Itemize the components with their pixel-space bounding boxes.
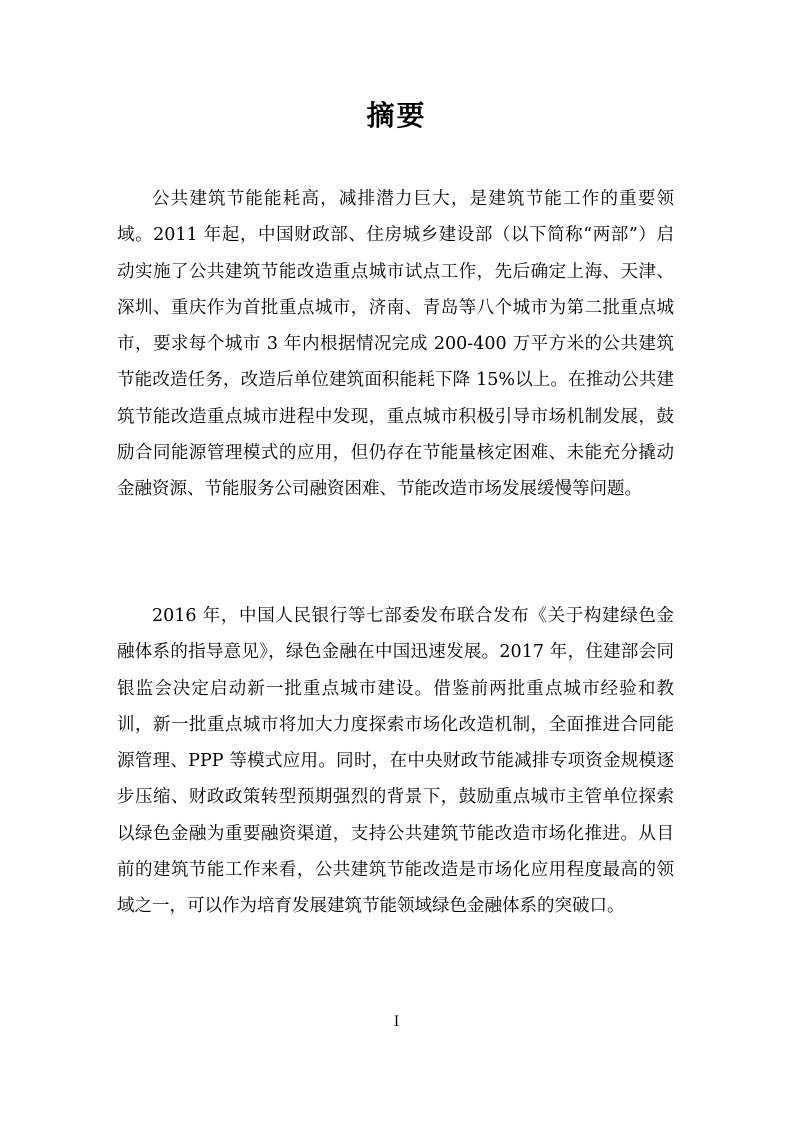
abstract-paragraph-1: 公共建筑节能能耗高，减排潜力巨大，是建筑节能工作的重要领域。2011 年起，中国财政部、住房城乡建设部（以下简称“两部”）启动实施了公共建筑节能改造重点城市试点工作，先后确定上海、天津、深圳、重庆作为首批重点城市，济南、青岛等八个城市为第二批重点城市，要求每个城市 3 年内根据情况完成 200-400 万平方米的公共建筑节能改造任务，改造后单位建筑面积能耗下降 15%以上。在推动公共建筑节能改造重点城市进程中发现，重点城市积极引导市场机制发展，鼓励合同能源管理模式的应用，但仍存在节能量核定困难、未能充分撬动金融资源、节能服务公司融资困难、节能改造市场发展缓慢等问题。 (117, 189, 674, 500)
abstract-paragraph-2: 2016 年，中国人民银行等七部委发布联合发布《关于构建绿色金融体系的指导意见》，绿色金融在中国迅速发展。2017 年，住建部会同银监会决定启动新一批重点城市建设。借鉴前两批重点城市经验和教训，新一批重点城市将加大力度探索市场化改造机制，全面推进合同能源管理、PPP 等模式应用。同时，在中央财政节能减排专项资金规模逐步压缩、财政政策转型预期强烈的背景下，鼓励重点城市主管单位探索以绿色金融为重要融资渠道，支持公共建筑节能改造市场化推进。从目前的建筑节能工作来看，公共建筑节能改造是市场化应用程度最高的领域之一，可以作为培育发展建筑节能领域绿色金融体系的突破口。 (117, 606, 674, 917)
page-number: I (393, 1014, 400, 1030)
page-title: 摘要 (366, 99, 427, 132)
